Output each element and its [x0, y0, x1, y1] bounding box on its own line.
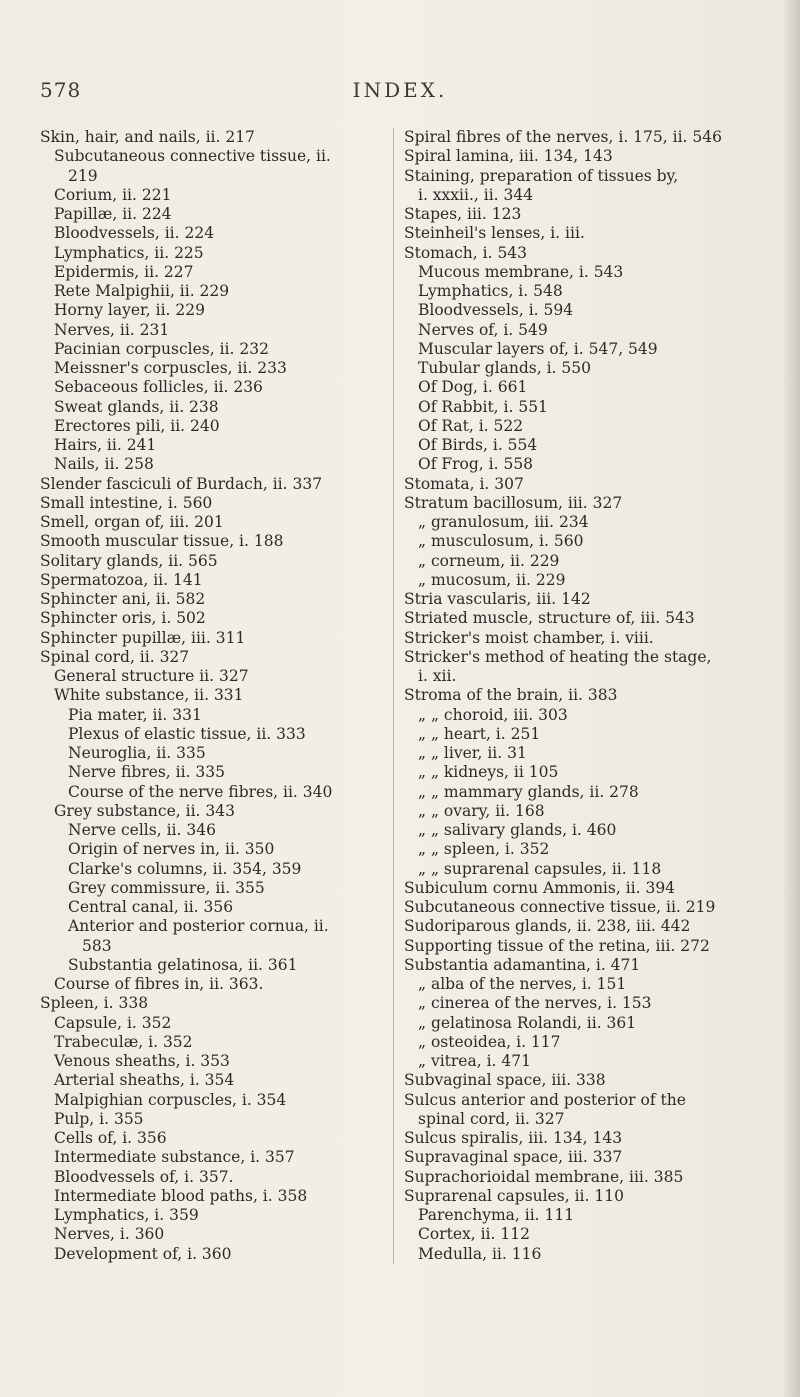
- index-entry: Mucous membrane, i. 543: [418, 262, 624, 281]
- index-entry: „ „ spleen, i. 352: [418, 840, 550, 859]
- index-entry: Bloodvessels, i. 594: [418, 301, 574, 320]
- index-entry: Central canal, ii. 356: [68, 898, 234, 916]
- index-entry: Intermediate blood paths, i. 358: [54, 1186, 308, 1205]
- index-entry: „ „ heart, i. 251: [418, 724, 541, 743]
- index-entry: Clarke's columns, ii. 354, 359: [68, 859, 302, 878]
- index-entry: Steinheil's lenses, i. iii.: [404, 224, 585, 243]
- index-entry: Slender fasciculi of Burdach, ii. 337: [40, 474, 323, 493]
- index-entry: „ „ suprarenal capsules, ii. 118: [418, 859, 662, 878]
- index-entry: Medulla, ii. 116: [418, 1244, 542, 1263]
- index-entry: Subcutaneous connective tissue, ii. 219: [404, 898, 716, 916]
- index-entry: Smooth muscular tissue, i. 188: [40, 532, 284, 551]
- index-entry: Rete Malpighii, ii. 229: [54, 282, 230, 300]
- index-entry: Of Rabbit, i. 551: [418, 397, 548, 416]
- index-entry: Sphincter pupillæ, iii. 311: [40, 628, 246, 647]
- index-entry: Of Rat, i. 522: [418, 416, 524, 435]
- index-entry: i. xii.: [418, 667, 457, 685]
- index-entry: Substantia adamantina, i. 471: [404, 955, 641, 974]
- index-entry: Skin, hair, and nails, ii. 217: [40, 128, 255, 146]
- index-entry: Course of fibres in, ii. 363.: [54, 975, 264, 993]
- running-head: INDEX.: [352, 78, 448, 102]
- index-entry: „ „ mammary glands, ii. 278: [418, 782, 639, 801]
- index-entry: Stomach, i. 543: [404, 243, 528, 262]
- index-entry: Papillæ, ii. 224: [54, 205, 172, 223]
- index-entry: Origin of nerves in, ii. 350: [68, 840, 275, 859]
- index-entry: „ osteoidea, i. 117: [418, 1032, 561, 1051]
- index-entry: Supravaginal space, iii. 337: [404, 1148, 623, 1167]
- index-entry: „ „ ovary, ii. 168: [418, 801, 545, 820]
- index-entry: Meissner's corpuscles, ii. 233: [54, 359, 287, 377]
- index-entry: Substantia gelatinosa, ii. 361: [68, 955, 298, 974]
- index-entry: White substance, ii. 331: [54, 686, 244, 705]
- index-entry: Cortex, ii. 112: [418, 1225, 530, 1244]
- index-entry: Pia mater, ii. 331: [68, 705, 202, 724]
- index-entry: Sphincter oris, i. 502: [40, 609, 206, 628]
- index-entry: Bloodvessels of, i. 357.: [54, 1167, 234, 1186]
- index-entry: „ „ choroid, iii. 303: [418, 705, 568, 724]
- index-entry: Solitary glands, ii. 565: [40, 551, 218, 570]
- index-entry: Cells of, i. 356: [54, 1129, 167, 1147]
- index-entry: Nerves, i. 360: [54, 1225, 165, 1244]
- index-entry: Sulcus anterior and posterior of the: [404, 1090, 686, 1109]
- index-entry: „ gelatinosa Rolandi, ii. 361: [418, 1013, 637, 1032]
- page-header: [0, 78, 800, 106]
- index-entry: Epidermis, ii. 227: [54, 262, 194, 281]
- index-entry: Sulcus spiralis, iii. 134, 143: [404, 1129, 623, 1147]
- index-entry: Grey commissure, ii. 355: [68, 878, 265, 897]
- index-entry: Nerve fibres, ii. 335: [68, 763, 226, 782]
- index-column-left: [40, 128, 380, 1264]
- index-entry: „ corneum, ii. 229: [418, 551, 560, 570]
- index-entry: Anterior and posterior cornua, ii.: [68, 917, 329, 936]
- index-entry: Subvaginal space, iii. 338: [404, 1071, 606, 1090]
- index-entry: „ granulosum, iii. 234: [418, 513, 589, 531]
- index-entry: „ alba of the nerves, i. 151: [418, 975, 627, 993]
- index-entry: Arterial sheaths, i. 354: [54, 1071, 235, 1090]
- index-entry: Spiral lamina, iii. 134, 143: [404, 147, 613, 166]
- index-entry: Intermediate substance, i. 357: [54, 1148, 295, 1167]
- index-entry: Lymphatics, ii. 225: [54, 243, 204, 262]
- index-entry: Subiculum cornu Ammonis, ii. 394: [404, 878, 676, 897]
- index-entry: Lymphatics, i. 548: [418, 282, 563, 300]
- page-number: 578: [40, 78, 82, 102]
- index-entry: Sebaceous follicles, ii. 236: [54, 378, 263, 397]
- index-entry: Corium, ii. 221: [54, 185, 172, 204]
- index-entry: Plexus of elastic tissue, ii. 333: [68, 724, 306, 743]
- index-column-right: [393, 128, 756, 1264]
- index-entry: 219: [68, 166, 98, 185]
- index-entry: Tubular glands, i. 550: [418, 359, 591, 377]
- index-entry: Pacinian corpuscles, ii. 232: [54, 339, 269, 358]
- index-entry: Spleen, i. 338: [40, 994, 149, 1013]
- index-entry: Muscular layers of, i. 547, 549: [418, 339, 658, 358]
- index-entry: Capsule, i. 352: [54, 1013, 172, 1032]
- index-entry: Stratum bacillosum, iii. 327: [404, 493, 623, 512]
- index-entry: Stroma of the brain, ii. 383: [404, 686, 618, 705]
- index-entry: „ cinerea of the nerves, i. 153: [418, 994, 652, 1013]
- index-entry: Parenchyma, ii. 111: [418, 1206, 575, 1224]
- index-entry: Sphincter ani, ii. 582: [40, 590, 206, 608]
- index-entry: Nerves, ii. 231: [54, 320, 170, 339]
- index-entry: Of Dog, i. 661: [418, 378, 528, 397]
- index-entry: Nerves of, i. 549: [418, 320, 548, 339]
- index-entry: „ „ salivary glands, i. 460: [418, 821, 617, 839]
- index-entry: Stapes, iii. 123: [404, 205, 522, 223]
- index-entry: Nerve cells, ii. 346: [68, 821, 216, 839]
- index-entry: Suprachorioidal membrane, iii. 385: [404, 1167, 684, 1186]
- index-entry: Development of, i. 360: [54, 1244, 232, 1263]
- index-entry: „ „ kidneys, ii 105: [418, 763, 559, 782]
- index-entry: Pulp, i. 355: [54, 1109, 144, 1128]
- index-entry: Supporting tissue of the retina, iii. 272: [404, 936, 710, 955]
- index-entry: Sweat glands, ii. 238: [54, 397, 219, 416]
- index-entry: Horny layer, ii. 229: [54, 301, 205, 320]
- index-entry: Striated muscle, structure of, iii. 543: [404, 609, 695, 628]
- index-entry: „ „ liver, ii. 31: [418, 744, 527, 762]
- index-entry: spinal cord, ii. 327: [418, 1109, 565, 1128]
- index-entry: Of Birds, i. 554: [418, 436, 538, 454]
- index-entry: „ mucosum, ii. 229: [418, 570, 566, 589]
- index-entry: Grey substance, ii. 343: [54, 801, 235, 820]
- index-entry: Course of the nerve fibres, ii. 340: [68, 782, 333, 801]
- index-entry: Bloodvessels, ii. 224: [54, 224, 215, 243]
- index-entry: Hairs, ii. 241: [54, 436, 157, 454]
- index-entry: 583: [82, 936, 112, 955]
- index-entry: Stria vascularis, iii. 142: [404, 590, 591, 608]
- index-entry: Suprarenal capsules, ii. 110: [404, 1186, 624, 1205]
- index-entry: Sudoriparous glands, ii. 238, iii. 442: [404, 917, 691, 936]
- index-entry: Trabeculæ, i. 352: [54, 1032, 193, 1051]
- index-entry: Subcutaneous connective tissue, ii.: [54, 147, 331, 166]
- index-entry: Stomata, i. 307: [404, 474, 524, 493]
- index-entry: „ musculosum, i. 560: [418, 532, 584, 551]
- index-entry: Malpighian corpuscles, i. 354: [54, 1090, 287, 1109]
- index-entry: Spermatozoa, ii. 141: [40, 570, 203, 589]
- index-entry: Nails, ii. 258: [54, 455, 154, 474]
- index-entry: Spinal cord, ii. 327: [40, 647, 190, 666]
- index-entry: Neuroglia, ii. 335: [68, 744, 206, 762]
- index-entry: Spiral fibres of the nerves, i. 175, ii. 546: [404, 128, 722, 146]
- index-entry: Small intestine, i. 560: [40, 493, 213, 512]
- index-entry: Erectores pili, ii. 240: [54, 416, 220, 435]
- index-entry: Lymphatics, i. 359: [54, 1206, 199, 1224]
- index-entry: Stricker's moist chamber, i. viii.: [404, 628, 654, 647]
- index-entry: „ vitrea, i. 471: [418, 1052, 531, 1070]
- index-entry: Stricker's method of heating the stage,: [404, 647, 712, 666]
- index-entry: Of Frog, i. 558: [418, 455, 534, 474]
- index-entry: Venous sheaths, i. 353: [54, 1052, 230, 1070]
- index-entry: Smell, organ of, iii. 201: [40, 513, 224, 531]
- index-entry: Staining, preparation of tissues by,: [404, 166, 679, 185]
- index-entry: i. xxxii., ii. 344: [418, 185, 534, 204]
- index-entry: General structure ii. 327: [54, 667, 249, 685]
- page-edge-shadow: [782, 0, 800, 1397]
